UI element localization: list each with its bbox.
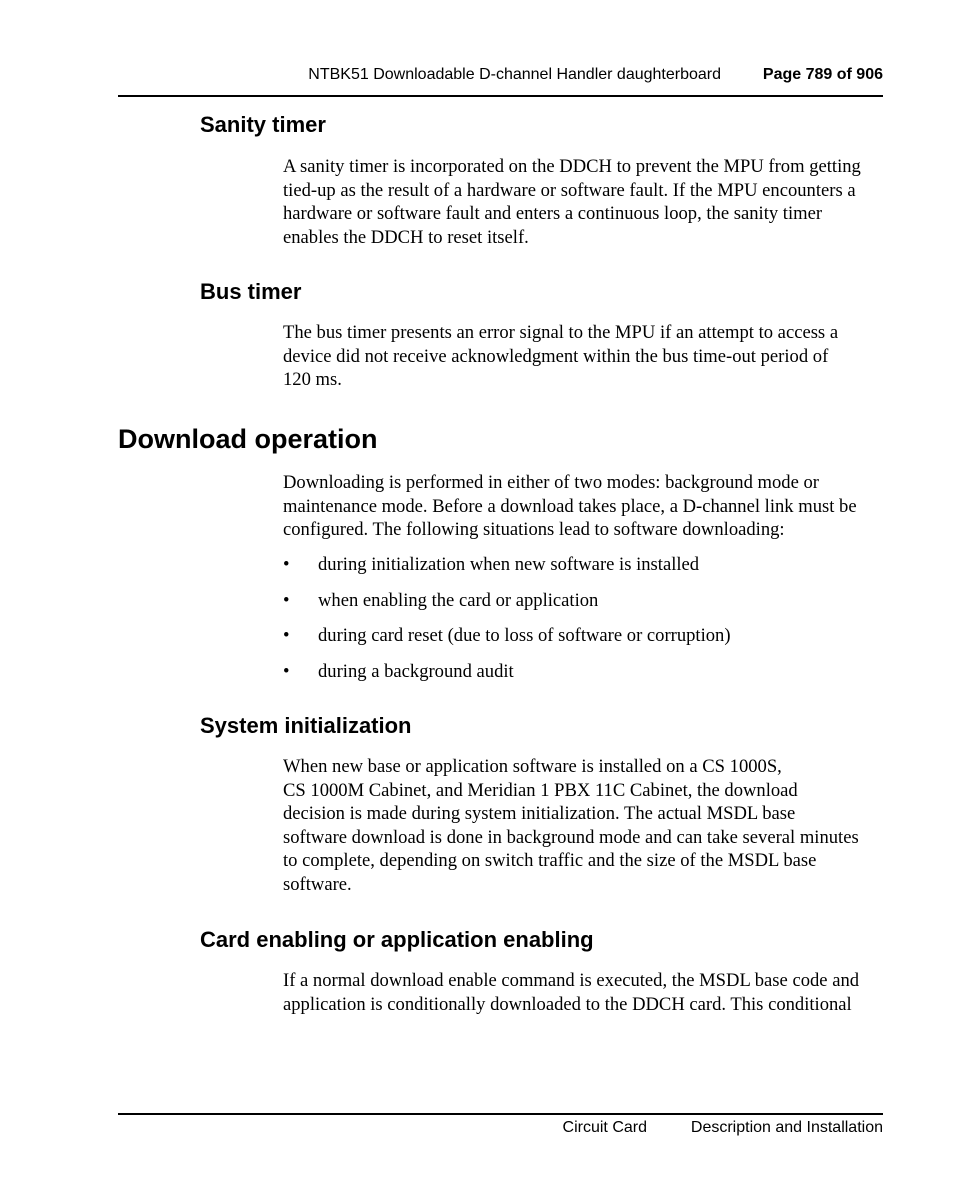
list-item-text: during a background audit [318,660,514,682]
text-line: application is conditionally downloaded to the DDCH card. This conditional [283,993,852,1015]
text-line: hardware or software fault and enters a continuous loop, the sanity timer [283,203,823,225]
page-header [118,64,883,88]
text-line: enables the DDCH to reset itself. [283,226,529,248]
section-heading-system-initialization: System initialization [200,713,412,738]
text-line: maintenance mode. Before a download takes place, a D-channel link must be [283,495,857,517]
bullet-icon: • [283,589,290,611]
chapter-heading-download-operation: Download operation [118,424,378,454]
download-situations-list [283,553,883,695]
footer-book-title-right: Description and Installation [690,1119,883,1136]
text-line: CS 1000M Cabinet, and Meridian 1 PBX 11C Cabinet, the download [283,779,798,801]
section-heading-bus-timer: Bus timer [200,279,302,304]
text-line: 120 ms. [283,369,342,391]
footer-book-title-left: Circuit Card [562,1119,647,1136]
paragraph-card-enabling [283,969,883,1016]
bullet-icon: • [283,625,290,646]
text-line: device did not receive acknowledgment within the bus time-out period of [283,345,829,367]
list-item [283,553,883,589]
list-item-text: during card reset (due to loss of software or corruption) [318,625,731,646]
paragraph-bus-timer [283,321,883,392]
footer-rule [118,1113,883,1115]
bullet-icon: • [283,660,290,682]
list-item [283,589,883,625]
text-line: decision is made during system initialization. The actual MSDL base [283,803,796,825]
page-footer [118,1117,883,1141]
list-item-text: when enabling the card or application [318,589,599,611]
text-line: software. [283,873,352,895]
section-heading-card-enabling: Card enabling or application enabling [200,927,594,952]
text-line: tied-up as the result of a hardware or software fault. If the MPU encounters a [283,179,856,201]
text-line: When new base or application software is installed on a CS 1000S, [283,756,782,777]
paragraph-system-initialization [283,755,883,897]
document-title: NTBK51 Downloadable D-channel Handler daughterboard [308,66,721,83]
text-line: to complete, depending on switch traffic and the size of the MSDL base [283,850,817,872]
page-number: Page 789 of 906 [762,66,883,83]
list-item [283,660,883,696]
text-line: configured. The following situations lead to software downloading: [283,519,785,541]
section-heading-sanity-timer: Sanity timer [200,112,326,137]
list-item-text: during initialization when new software is installed [318,554,700,575]
paragraph-download-operation [283,471,883,542]
header-rule [118,95,883,97]
list-item [283,624,883,660]
text-line: The bus timer presents an error signal to the MPU if an attempt to access a [283,322,839,343]
paragraph-sanity-timer [283,155,883,249]
text-line: If a normal download enable command is executed, the MSDL base code and [283,970,860,991]
text-line: software download is done in background mode and can take several minutes [283,826,859,848]
text-line: A sanity timer is incorporated on the DDCH to prevent the MPU from getting [283,156,861,177]
text-line: Downloading is performed in either of two modes: background mode or [283,472,819,493]
bullet-icon: • [283,554,290,575]
